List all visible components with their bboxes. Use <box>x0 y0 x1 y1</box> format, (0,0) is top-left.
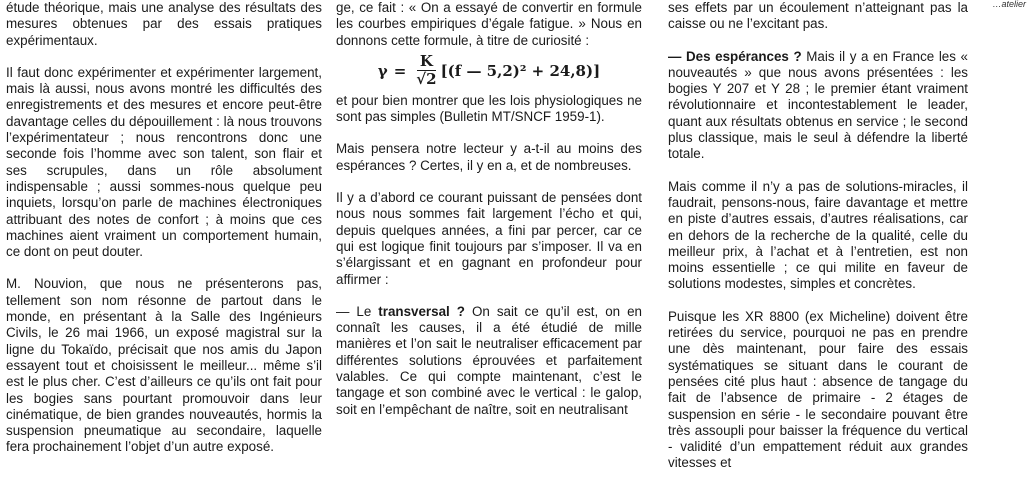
paragraph-body: Mais il y a en France les « nouveautés » que nous avons présentées : les bogies Y 207 et Y 28 ; le premier étant vraiment révolutionnaire et incontestablement le leader, quant aux résultats obtenus en service ; le second plus classique, mais le seul à défendre la liberté totale. <box>668 48 968 162</box>
paragraph-transversal <box>336 304 642 418</box>
formula-equals: = <box>393 61 407 80</box>
running-header-fragment: …atelier <box>992 0 1026 9</box>
fatigue-formula <box>336 51 642 91</box>
lead-heading: — Des espérances ? <box>668 48 802 64</box>
text-column-2 <box>336 0 642 418</box>
paragraph: ses effets par un écoulement n’atteignant pas la caisse ou ne l’excitant pas. <box>668 0 968 32</box>
formula-numerator: K <box>417 53 436 71</box>
formula-lhs: γ <box>377 61 388 80</box>
text-column-3 <box>668 0 968 472</box>
lead-dash: — Le <box>336 303 379 319</box>
paragraph: Il y a d’abord ce courant puissant de pensées dont nous nous sommes fait largement l’écho et qui, depuis quelques années, a fini par percer, car ce qui est logique finit toujours par s’imposer. Il va en s’élargissant et en gagnant en profondeur pour affirmer : <box>336 190 642 287</box>
paragraph: Il faut donc expérimenter et expérimenter largement, mais là aussi, nous avons montré les difficultés des enregistrements et des mesures et encore peut-être davantage celles du dépouillement : là nous trouvons l’expérimentateur ; nous rencontrons donc une seconde fois l’homme avec son talent, son flair et ses scrupules, dans un rôle absolument indispensable ; aussi sommes-nous quelque peu inquiets, lorsqu’on parle de machines électroniques attribuant des notes de confort ; à moins que ces machines aient vraiment un comportement humain, ce dont on peut douter. <box>6 64 322 260</box>
text-column-1 <box>6 0 322 456</box>
formula-denominator: √2 <box>416 70 437 89</box>
paragraph: et pour bien montrer que les lois physiologiques ne sont pas simples (Bulletin MT/SNCF 1959-1). <box>336 92 642 125</box>
paragraph: Mais comme il n’y a pas de solutions-miracles, il faudrait, pensons-nous, faire davantage et mettre en piste d’autres essais, d’autres réalisations, car en dehors de la recherche de la qualité, celle du meilleur prix, à l’achat et à l’entretien, est non moins essentielle ; ce qui milite en faveur de solutions modestes, simples et concrètes. <box>668 178 968 292</box>
paragraph: M. Nouvion, que nous ne présenterons pas, tellement son nom résonne de partout dans le monde, en présentant à la Salle des Ingénieurs Civils, le 26 mai 1966, un exposé magistral sur la ligne du Tokaïdo, précisait que nos amis du Japon essayent tout et choisissent le meilleur... même s’il est le plus cher. C’est d’ailleurs ce qu’ils ont fait pour les bogies sans pourtant promouvoir dans leur cinématique, de bien grandes nouveautés, hormis la suspension pneumatique au secondaire, laquelle fera prochainement l’objet d’un autre exposé. <box>6 276 322 455</box>
formula-fraction <box>416 53 436 88</box>
paragraph-esperances <box>668 49 968 163</box>
paragraph-body: On sait ce qu’il est, on en connaît les causes, il a été étudié de mille manières et l’on sait le neutraliser efficacement par différentes solutions éprouvées et parfaitement valables. Ce qui compte maintenant, c’est le tangage et son combiné avec le vertical : le galop, soit en l’empêchant de naître, soit en neutralisant <box>336 303 642 417</box>
lead-heading: transversal ? <box>378 303 465 319</box>
paragraph: ge, ce fait : « On a essayé de convertir en formule les courbes empiriques d’égale fatigue. » Nous en donnons cette formule, à titre de curiosité : <box>336 0 642 48</box>
paragraph: Puisque les XR 8800 (ex Micheline) doivent être retirées du service, pourquoi ne pas en prendre une dès maintenant, pour faire des essais systématiques se situant dans le courant de pensées cité plus haut : absence de tangage du fait de l’absence de primaire - 2 étages de suspension en série - le secondaire pouvant être très assoupli pour baisser la fréquence du vertical - validité d’un empattement réduit aux grandes vitesses et <box>668 308 968 471</box>
paragraph: étude théorique, mais une analyse des résultats des mesures obtenues par des essais pratiques expérimentaux. <box>6 0 322 48</box>
paragraph: Mais pensera notre lecteur y a-t-il au moins des espérances ? Certes, il y en a, et de nombreuses. <box>336 141 642 173</box>
formula-bracket-term: [(f — 5,2)² + 24,8)] <box>440 61 601 80</box>
